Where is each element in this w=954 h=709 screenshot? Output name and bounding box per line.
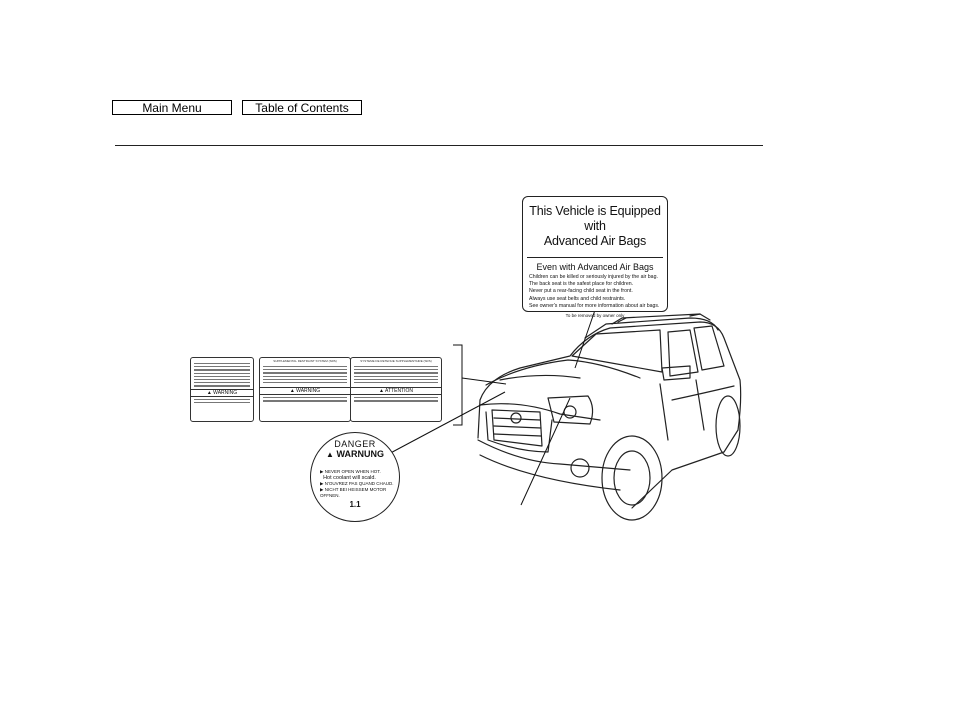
sunvisor-label-1 (190, 357, 254, 422)
warning-triangle-icon: ▲ (378, 388, 384, 395)
airbag-label-line: See owner's manual for more information about air bags. (529, 302, 660, 309)
sunvisor-label-1-warning: WARNING (213, 389, 238, 396)
airbag-label-title-line1: This Vehicle is Equipped with (529, 204, 661, 233)
advanced-airbag-label (522, 196, 668, 319)
airbag-label-title-line2: Advanced Air Bags (543, 234, 647, 248)
airbag-label-line: Never put a rear-facing child seat in the front. (529, 288, 633, 295)
airbag-label-divider (527, 257, 663, 258)
radiator-cap-line: Hot coolant will scald. (323, 475, 376, 481)
airbag-label-line: The back seat is the safest place for children. (529, 281, 634, 288)
radiator-cap-line: N'OUVREZ PAS QUAND CHAUD. (324, 481, 394, 486)
warning-triangle-icon: ▲ (326, 450, 334, 459)
warning-triangle-icon: ▲ (289, 388, 295, 395)
radiator-cap-label: DANGER ▲ WARNUNG ▶ NEVER OPEN WHEN HOT. Hot coolant will scald. ▶ N'OUVREZ PAS QUAND CHAUD. ▶ NICHT BEI HEISSEM MOTOR OFFNEN. 1.1 (310, 432, 400, 522)
table-of-contents-button[interactable]: Table of Contents (242, 100, 362, 115)
warning-triangle-icon: ▲ (206, 389, 212, 396)
sunvisor-label-3-header: SYSTEME DE RETENUE SUPPLEMENTAIRE (SRS) (360, 359, 432, 363)
airbag-label-subtitle: Even with Advanced Air Bags (536, 262, 654, 272)
airbag-label-line: Always use seat belts and child restraints. (529, 295, 626, 302)
sunvisor-label-3-warning: ATTENTION (385, 388, 414, 395)
airbag-label-footer: To be removed by owner only (565, 313, 625, 319)
airbag-label-line: Children can be killed or seriously injured by the air bag. (529, 274, 658, 280)
radiator-cap-rating: 1.1 (349, 500, 361, 509)
radiator-cap-danger: DANGER (334, 439, 376, 449)
airbag-label-lines (523, 274, 667, 310)
sunvisor-label-2 (259, 357, 351, 422)
main-menu-button[interactable]: Main Menu (112, 100, 232, 115)
radiator-cap-line: NICHT BEI HEISSEM MOTOR OFFNEN. (320, 487, 387, 498)
sunvisor-label-2-warning: WARNING (296, 388, 321, 395)
radiator-cap-warnung: WARNUNG (336, 449, 384, 459)
sunvisor-label-3 (350, 357, 442, 422)
radiator-cap-line: NEVER OPEN WHEN HOT. (324, 469, 381, 474)
sunvisor-label-2-header: SUPPLEMENTAL RESTRAINT SYSTEM (SRS) (273, 359, 337, 363)
